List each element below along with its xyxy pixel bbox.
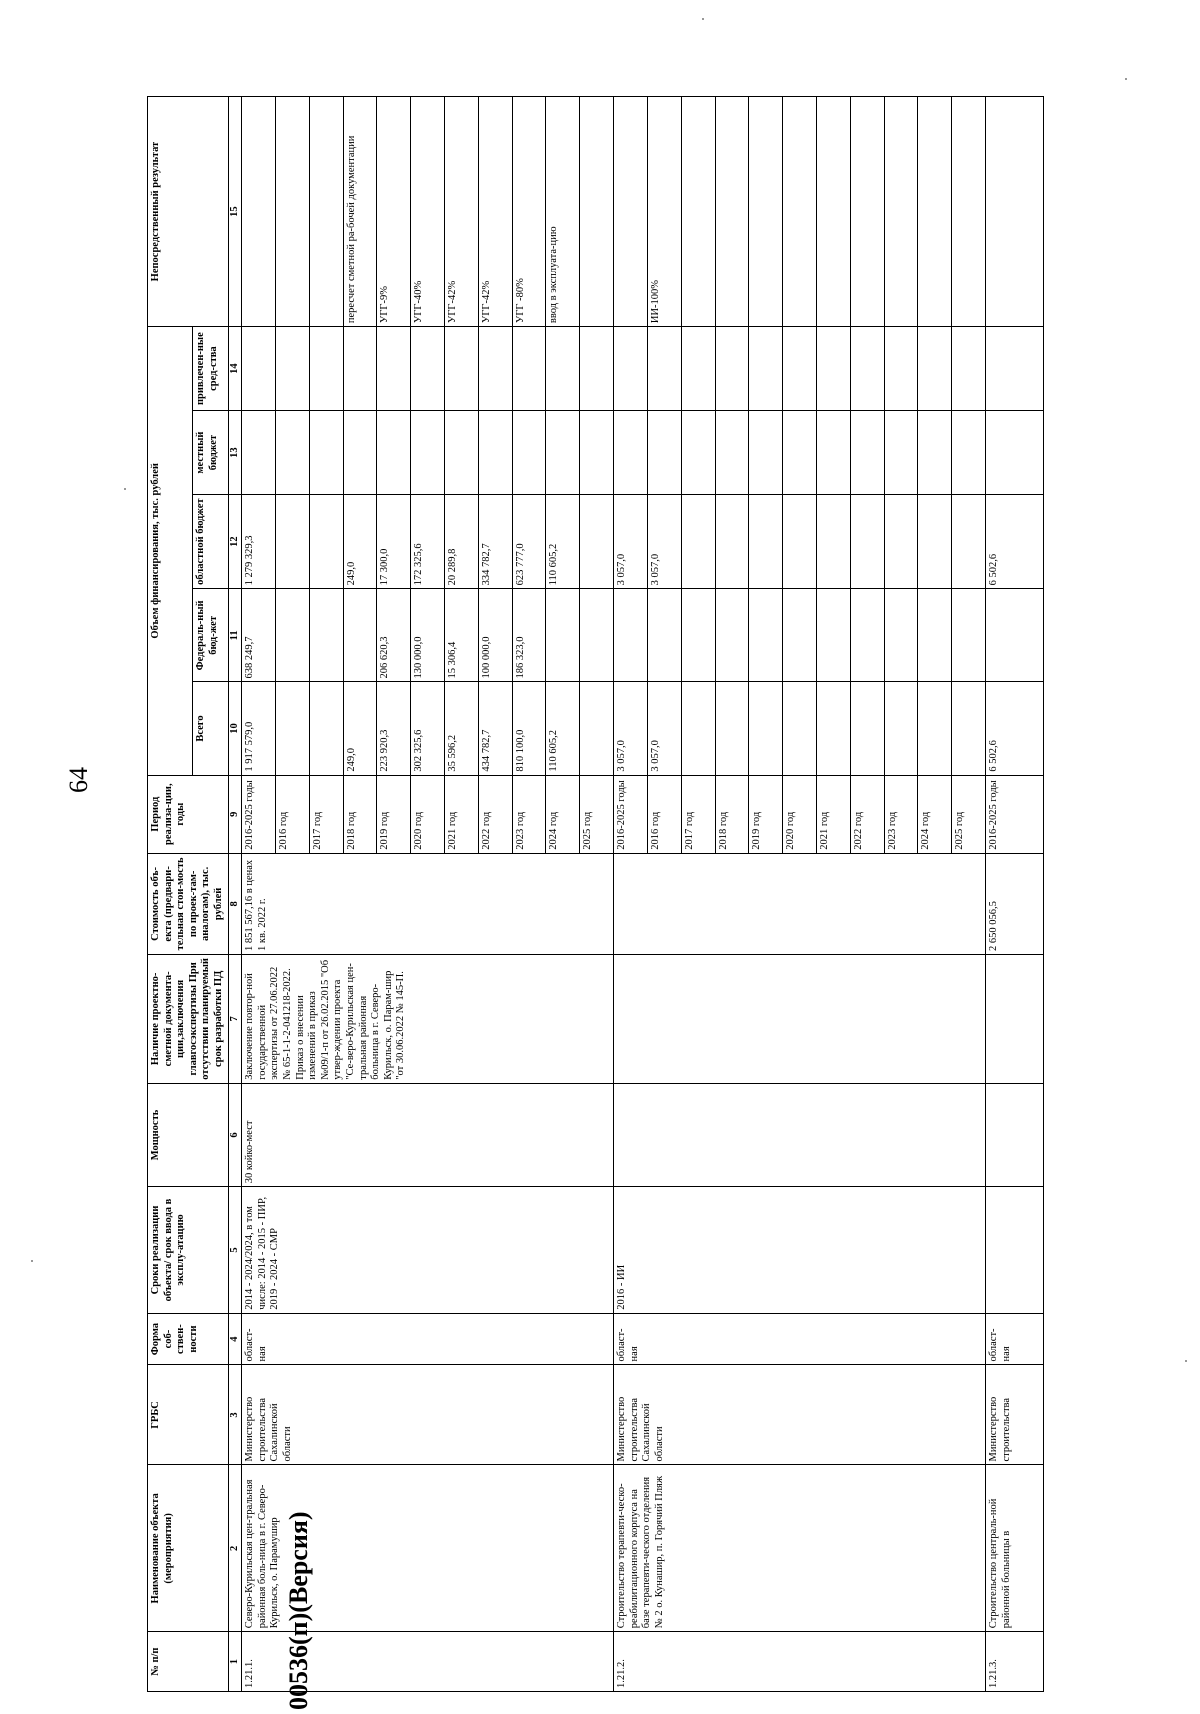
regional-cell: 623 777,0 bbox=[512, 495, 546, 589]
period-cell: 2020 год bbox=[411, 775, 445, 853]
period-cell: 2025 год bbox=[580, 775, 614, 853]
object-capacity: 30 койко-мест bbox=[242, 1083, 614, 1186]
col-number: 15 bbox=[228, 97, 242, 327]
regional-cell bbox=[715, 495, 749, 589]
local-cell bbox=[445, 411, 479, 495]
object-psd bbox=[614, 954, 986, 1083]
total-cell: 302 325,6 bbox=[411, 682, 445, 775]
column-number-row bbox=[228, 97, 242, 1692]
regional-cell: 110 605,2 bbox=[546, 495, 580, 589]
regional-cell: 3 057,0 bbox=[614, 495, 648, 589]
local-cell bbox=[884, 411, 918, 495]
page-number: 64 bbox=[64, 767, 93, 793]
attracted-cell bbox=[749, 327, 783, 411]
local-cell bbox=[309, 411, 343, 495]
local-cell bbox=[411, 411, 445, 495]
header-federal: Федераль-ный бюд-жет bbox=[193, 589, 229, 682]
col-number: 13 bbox=[228, 411, 242, 495]
federal-cell bbox=[783, 589, 817, 682]
regional-cell bbox=[884, 495, 918, 589]
regional-cell: 6 502,6 bbox=[986, 495, 1044, 589]
period-cell: 2019 год bbox=[377, 775, 411, 853]
regional-cell bbox=[309, 495, 343, 589]
federal-cell: 130 000,0 bbox=[411, 589, 445, 682]
period-cell: 2021 год bbox=[445, 775, 479, 853]
regional-cell: 334 782,7 bbox=[478, 495, 512, 589]
period-cell: 2016-2025 годы bbox=[242, 775, 276, 853]
attracted-cell bbox=[986, 327, 1044, 411]
result-cell: ввод в эксплуата-цию bbox=[546, 97, 580, 327]
header-total: Всего bbox=[193, 682, 229, 775]
header-funding: Объем финансирования, тыс. рублей bbox=[148, 327, 193, 775]
total-cell bbox=[918, 682, 952, 775]
period-cell: 2016 год bbox=[275, 775, 309, 853]
federal-cell bbox=[309, 589, 343, 682]
regional-cell bbox=[681, 495, 715, 589]
local-cell bbox=[478, 411, 512, 495]
col-number: 6 bbox=[228, 1083, 242, 1186]
result-cell: ИИ-100% bbox=[647, 97, 681, 327]
total-cell: 223 920,3 bbox=[377, 682, 411, 775]
col-number: 3 bbox=[228, 1365, 242, 1465]
total-cell: 3 057,0 bbox=[614, 682, 648, 775]
federal-cell: 100 000,0 bbox=[478, 589, 512, 682]
total-cell bbox=[580, 682, 614, 775]
header-local: местный бюджет bbox=[193, 411, 229, 495]
attracted-cell bbox=[681, 327, 715, 411]
scan-speck bbox=[31, 1260, 33, 1262]
regional-cell bbox=[580, 495, 614, 589]
object-terms bbox=[986, 1187, 1044, 1313]
attracted-cell bbox=[614, 327, 648, 411]
result-cell bbox=[884, 97, 918, 327]
total-cell bbox=[816, 682, 850, 775]
col-number: 14 bbox=[228, 327, 242, 411]
regional-cell bbox=[952, 495, 986, 589]
col-number: 1 bbox=[228, 1632, 242, 1692]
period-cell: 2017 год bbox=[309, 775, 343, 853]
result-cell bbox=[242, 97, 276, 327]
object-psd: Заключение повтор-ной государственной экспертизы от 27.06.2022 № 65-1-1-2-041218-2022. Приказ о внесении изменений в приказ №09/1-п от 26.02.2015 "Об утвер-ждении проекта "Се-веро-Курильская цен-тральная районная больница в г. Северо-Курильск, о. Парам-шир "от 30.06.2022 № 145-П. bbox=[242, 954, 614, 1083]
result-cell bbox=[580, 97, 614, 327]
attracted-cell bbox=[512, 327, 546, 411]
result-cell: УГГ-42% bbox=[445, 97, 479, 327]
total-cell: 1 917 579,0 bbox=[242, 682, 276, 775]
period-cell: 2016-2025 годы bbox=[614, 775, 648, 853]
object-psd bbox=[986, 954, 1044, 1083]
object-grbs: Министерство строительства Сахалинской области bbox=[614, 1365, 986, 1465]
col-number: 7 bbox=[228, 954, 242, 1083]
period-cell: 2019 год bbox=[749, 775, 783, 853]
total-cell: 6 502,6 bbox=[986, 682, 1044, 775]
attracted-cell bbox=[647, 327, 681, 411]
attracted-cell bbox=[411, 327, 445, 411]
attracted-cell bbox=[918, 327, 952, 411]
local-cell bbox=[681, 411, 715, 495]
header-grbs: ГРБС bbox=[148, 1365, 229, 1465]
period-cell: 2023 год bbox=[512, 775, 546, 853]
col-number: 4 bbox=[228, 1313, 242, 1365]
header-regional: областной бюджет bbox=[193, 495, 229, 589]
result-cell bbox=[783, 97, 817, 327]
result-cell bbox=[715, 97, 749, 327]
federal-cell bbox=[986, 589, 1044, 682]
regional-cell bbox=[850, 495, 884, 589]
object-terms: 2014 - 2024/2024, в том числе: 2014 - 2015 - ПИР, 2019 - 2024 - СМР bbox=[242, 1187, 614, 1313]
regional-cell bbox=[749, 495, 783, 589]
header-attracted: привлечен-ные сред-ства bbox=[193, 327, 229, 411]
table-body bbox=[242, 97, 1044, 1692]
attracted-cell bbox=[309, 327, 343, 411]
object-name: Северо-Курильская цен-тральная районная боль-ница в г. Северо-Курильск, о. Парамушир bbox=[242, 1465, 614, 1632]
attracted-cell bbox=[783, 327, 817, 411]
header-num: № п/п bbox=[148, 1632, 229, 1692]
local-cell bbox=[275, 411, 309, 495]
result-cell bbox=[309, 97, 343, 327]
attracted-cell bbox=[952, 327, 986, 411]
local-cell bbox=[749, 411, 783, 495]
col-number: 5 bbox=[228, 1187, 242, 1313]
attracted-cell bbox=[546, 327, 580, 411]
period-cell: 2021 год bbox=[816, 775, 850, 853]
object-cost bbox=[614, 853, 986, 954]
attracted-cell bbox=[816, 327, 850, 411]
local-cell bbox=[242, 411, 276, 495]
attracted-cell bbox=[242, 327, 276, 411]
local-cell bbox=[783, 411, 817, 495]
total-cell: 3 057,0 bbox=[647, 682, 681, 775]
attracted-cell bbox=[580, 327, 614, 411]
period-cell: 2020 год bbox=[783, 775, 817, 853]
regional-cell: 172 325,6 bbox=[411, 495, 445, 589]
object-terms: 2016 - ИИ bbox=[614, 1187, 986, 1313]
period-cell: 2023 год bbox=[884, 775, 918, 853]
local-cell bbox=[377, 411, 411, 495]
header-name: Наименование объекта (мероприятия) bbox=[148, 1465, 229, 1632]
period-cell: 2024 год bbox=[546, 775, 580, 853]
header-result: Непосредственный результат bbox=[148, 97, 229, 327]
federal-cell bbox=[884, 589, 918, 682]
period-cell: 2024 год bbox=[918, 775, 952, 853]
total-cell: 810 100,0 bbox=[512, 682, 546, 775]
col-number: 10 bbox=[228, 682, 242, 775]
header-period: Период реализа-ции, годы bbox=[148, 775, 229, 853]
total-cell bbox=[749, 682, 783, 775]
object-ownership: област-ная bbox=[242, 1313, 614, 1365]
total-cell: 434 782,7 bbox=[478, 682, 512, 775]
header-row-1 bbox=[148, 97, 193, 1692]
local-cell bbox=[816, 411, 850, 495]
attracted-cell bbox=[884, 327, 918, 411]
total-cell bbox=[952, 682, 986, 775]
period-cell: 2022 год bbox=[478, 775, 512, 853]
federal-cell bbox=[816, 589, 850, 682]
attracted-cell bbox=[445, 327, 479, 411]
federal-cell bbox=[681, 589, 715, 682]
regional-cell bbox=[816, 495, 850, 589]
result-cell bbox=[816, 97, 850, 327]
scan-speck bbox=[124, 488, 126, 490]
total-cell: 35 596,2 bbox=[445, 682, 479, 775]
scan-speck bbox=[1125, 78, 1127, 80]
result-cell: пересчет сметной ра-бочей документации bbox=[343, 97, 377, 327]
object-capacity bbox=[986, 1083, 1044, 1186]
local-cell bbox=[647, 411, 681, 495]
object-number: 1.21.1. bbox=[242, 1632, 614, 1692]
local-cell bbox=[580, 411, 614, 495]
regional-cell bbox=[783, 495, 817, 589]
result-cell bbox=[952, 97, 986, 327]
regional-cell: 3 057,0 bbox=[647, 495, 681, 589]
object-grbs: Министерство строительства bbox=[986, 1365, 1044, 1465]
federal-cell bbox=[952, 589, 986, 682]
result-cell: УГГ-40% bbox=[411, 97, 445, 327]
col-number: 9 bbox=[228, 775, 242, 853]
object-grbs: Министерство строительства Сахалинской области bbox=[242, 1365, 614, 1465]
investment-table-wrapper bbox=[147, 96, 1039, 1692]
federal-cell: 206 620,3 bbox=[377, 589, 411, 682]
local-cell bbox=[986, 411, 1044, 495]
regional-cell: 17 300,0 bbox=[377, 495, 411, 589]
period-cell: 2018 год bbox=[343, 775, 377, 853]
federal-cell bbox=[918, 589, 952, 682]
attracted-cell bbox=[478, 327, 512, 411]
attracted-cell bbox=[377, 327, 411, 411]
object-ownership: област-ная bbox=[986, 1313, 1044, 1365]
local-cell bbox=[952, 411, 986, 495]
regional-cell bbox=[275, 495, 309, 589]
federal-cell bbox=[647, 589, 681, 682]
federal-cell bbox=[614, 589, 648, 682]
period-cell: 2016 год bbox=[647, 775, 681, 853]
total-cell bbox=[681, 682, 715, 775]
header-terms: Сроки реализации объекта/ срок ввода в эксплу-атацию bbox=[148, 1187, 229, 1313]
scan-speck bbox=[702, 18, 704, 20]
table-row bbox=[614, 97, 648, 1692]
total-cell bbox=[850, 682, 884, 775]
local-cell bbox=[614, 411, 648, 495]
period-cell: 2017 год bbox=[681, 775, 715, 853]
scan-speck bbox=[1185, 1360, 1187, 1362]
header-cost: Стоимость объ-екта (предвари-тельная стои-мость по проек-там-аналогам), тыс. рублей bbox=[148, 853, 229, 954]
object-ownership: област-ная bbox=[614, 1313, 986, 1365]
federal-cell bbox=[850, 589, 884, 682]
object-name: Строительство терапевти-ческо-реабилитационного корпуса на базе терапевти-ческого отделения № 2 о. Кунашир, п. Горячий Пляж bbox=[614, 1465, 986, 1632]
table-row bbox=[986, 97, 1044, 1692]
header-ownership: Форма соб-ствен-ности bbox=[148, 1313, 229, 1365]
federal-cell: 15 306,4 bbox=[445, 589, 479, 682]
object-name: Строительство централь-ной районной больницы в bbox=[986, 1465, 1044, 1632]
header-capacity: Мощность bbox=[148, 1083, 229, 1186]
investment-table bbox=[147, 96, 1044, 1692]
result-cell bbox=[681, 97, 715, 327]
total-cell bbox=[783, 682, 817, 775]
result-cell bbox=[918, 97, 952, 327]
result-cell bbox=[749, 97, 783, 327]
period-cell: 2025 год bbox=[952, 775, 986, 853]
local-cell bbox=[850, 411, 884, 495]
attracted-cell bbox=[715, 327, 749, 411]
header-psd: Наличие проектно-сметной документа-ции,заключения главгосэкспертизы При отсутствии планируемый срок разработки ПД bbox=[148, 954, 229, 1083]
attracted-cell bbox=[343, 327, 377, 411]
result-cell bbox=[986, 97, 1044, 327]
result-cell bbox=[275, 97, 309, 327]
federal-cell bbox=[749, 589, 783, 682]
total-cell bbox=[884, 682, 918, 775]
document-code: 00536(п)(Версия) bbox=[284, 1511, 313, 1710]
period-cell: 2018 год bbox=[715, 775, 749, 853]
object-capacity bbox=[614, 1083, 986, 1186]
local-cell bbox=[546, 411, 580, 495]
local-cell bbox=[715, 411, 749, 495]
object-cost: 1 851 567,16 в ценах 1 кв. 2022 г. bbox=[242, 853, 614, 954]
object-number: 1.21.2. bbox=[614, 1632, 986, 1692]
local-cell bbox=[512, 411, 546, 495]
regional-cell: 249,0 bbox=[343, 495, 377, 589]
total-cell bbox=[275, 682, 309, 775]
result-cell bbox=[850, 97, 884, 327]
col-number: 12 bbox=[228, 495, 242, 589]
total-cell bbox=[309, 682, 343, 775]
attracted-cell bbox=[850, 327, 884, 411]
federal-cell bbox=[715, 589, 749, 682]
result-cell bbox=[614, 97, 648, 327]
federal-cell bbox=[580, 589, 614, 682]
federal-cell bbox=[275, 589, 309, 682]
total-cell: 249,0 bbox=[343, 682, 377, 775]
object-cost: 2 650 056,5 bbox=[986, 853, 1044, 954]
period-cell: 2022 год bbox=[850, 775, 884, 853]
federal-cell: 638 249,7 bbox=[242, 589, 276, 682]
result-cell: УГГ -80% bbox=[512, 97, 546, 327]
col-number: 2 bbox=[228, 1465, 242, 1632]
total-cell bbox=[715, 682, 749, 775]
col-number: 8 bbox=[228, 853, 242, 954]
table-row bbox=[242, 97, 276, 1692]
local-cell bbox=[343, 411, 377, 495]
local-cell bbox=[918, 411, 952, 495]
federal-cell bbox=[546, 589, 580, 682]
federal-cell: 186 323,0 bbox=[512, 589, 546, 682]
total-cell: 110 605,2 bbox=[546, 682, 580, 775]
object-number: 1.21.3. bbox=[986, 1632, 1044, 1692]
regional-cell: 1 279 329,3 bbox=[242, 495, 276, 589]
col-number: 11 bbox=[228, 589, 242, 682]
period-cell: 2016-2025 годы bbox=[986, 775, 1044, 853]
regional-cell bbox=[918, 495, 952, 589]
attracted-cell bbox=[275, 327, 309, 411]
result-cell: УГГ-9% bbox=[377, 97, 411, 327]
federal-cell bbox=[343, 589, 377, 682]
result-cell: УГГ-42% bbox=[478, 97, 512, 327]
regional-cell: 20 289,8 bbox=[445, 495, 479, 589]
